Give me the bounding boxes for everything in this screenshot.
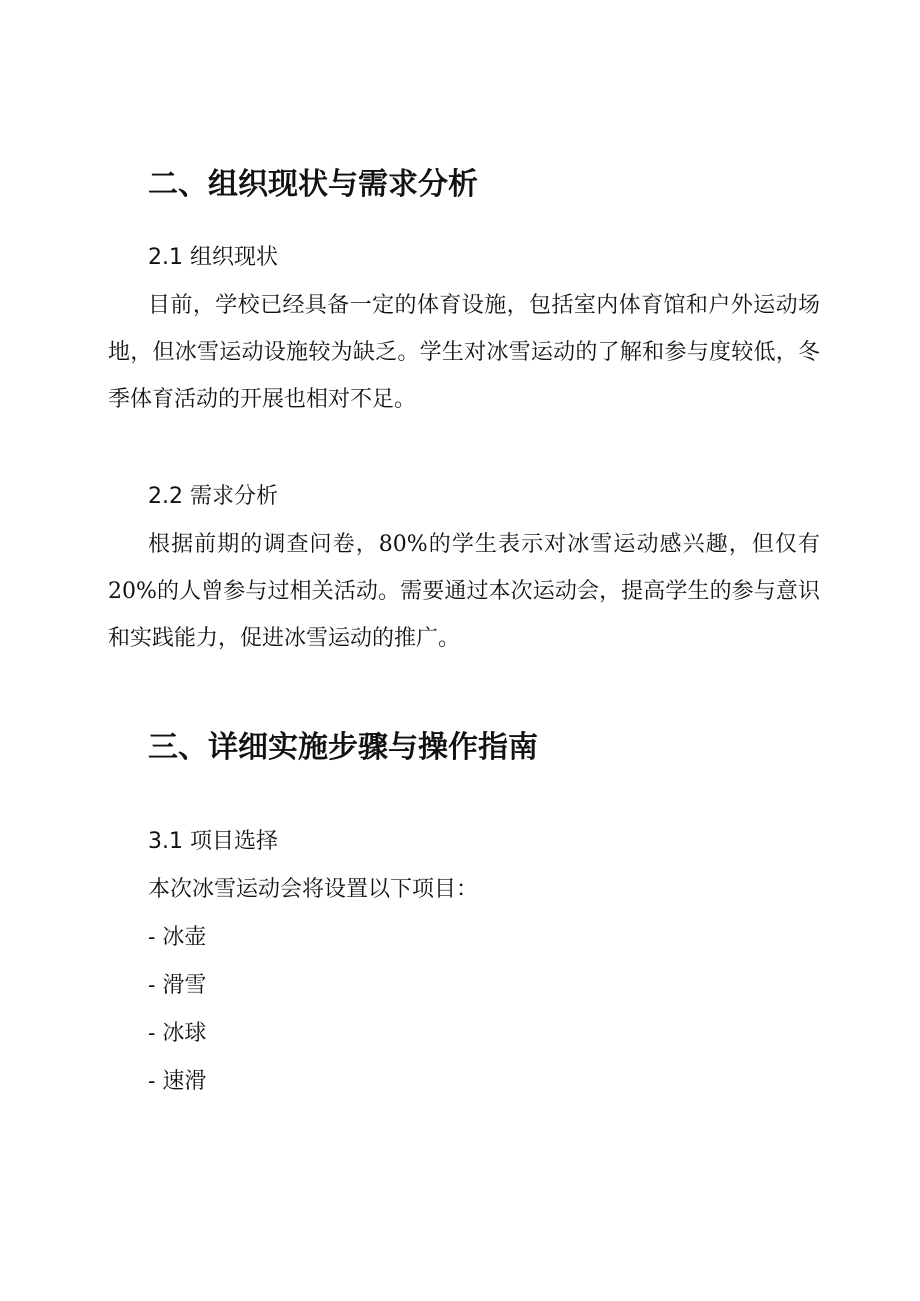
section-2-heading: 二、组织现状与需求分析 xyxy=(148,167,478,202)
list-item-skiing: - 滑雪 xyxy=(148,973,207,998)
list-item-ice-hockey: - 冰球 xyxy=(148,1021,207,1046)
section-2-2-heading: 2.2 需求分析 xyxy=(148,484,278,509)
list-item-speed-skating: - 速滑 xyxy=(148,1069,207,1094)
section-2-1-heading: 2.1 组织现状 xyxy=(148,245,278,270)
section-2-1-paragraph: 目前，学校已经具备一定的体育设施，包括室内体育馆和户外运动场地，但冰雪运动设施较为缺乏。学生对冰雪运动的了解和参与度较低，冬季体育活动的开展也相对不足。 xyxy=(108,293,820,412)
section-3-1-heading: 3.1 项目选择 xyxy=(148,829,278,854)
section-3-1-intro: 本次冰雪运动会将设置以下项目： xyxy=(148,877,479,902)
section-2-2-paragraph: 根据前期的调查问卷，80%的学生表示对冰雪运动感兴趣，但仅有20%的人曾参与过相关活动。需要通过本次运动会，提高学生的参与意识和实践能力，促进冰雪运动的推广。 xyxy=(108,532,820,651)
section-3-heading: 三、详细实施步骤与操作指南 xyxy=(148,730,538,765)
event-list xyxy=(148,922,206,1114)
list-item-curling: - 冰壶 xyxy=(148,925,207,950)
